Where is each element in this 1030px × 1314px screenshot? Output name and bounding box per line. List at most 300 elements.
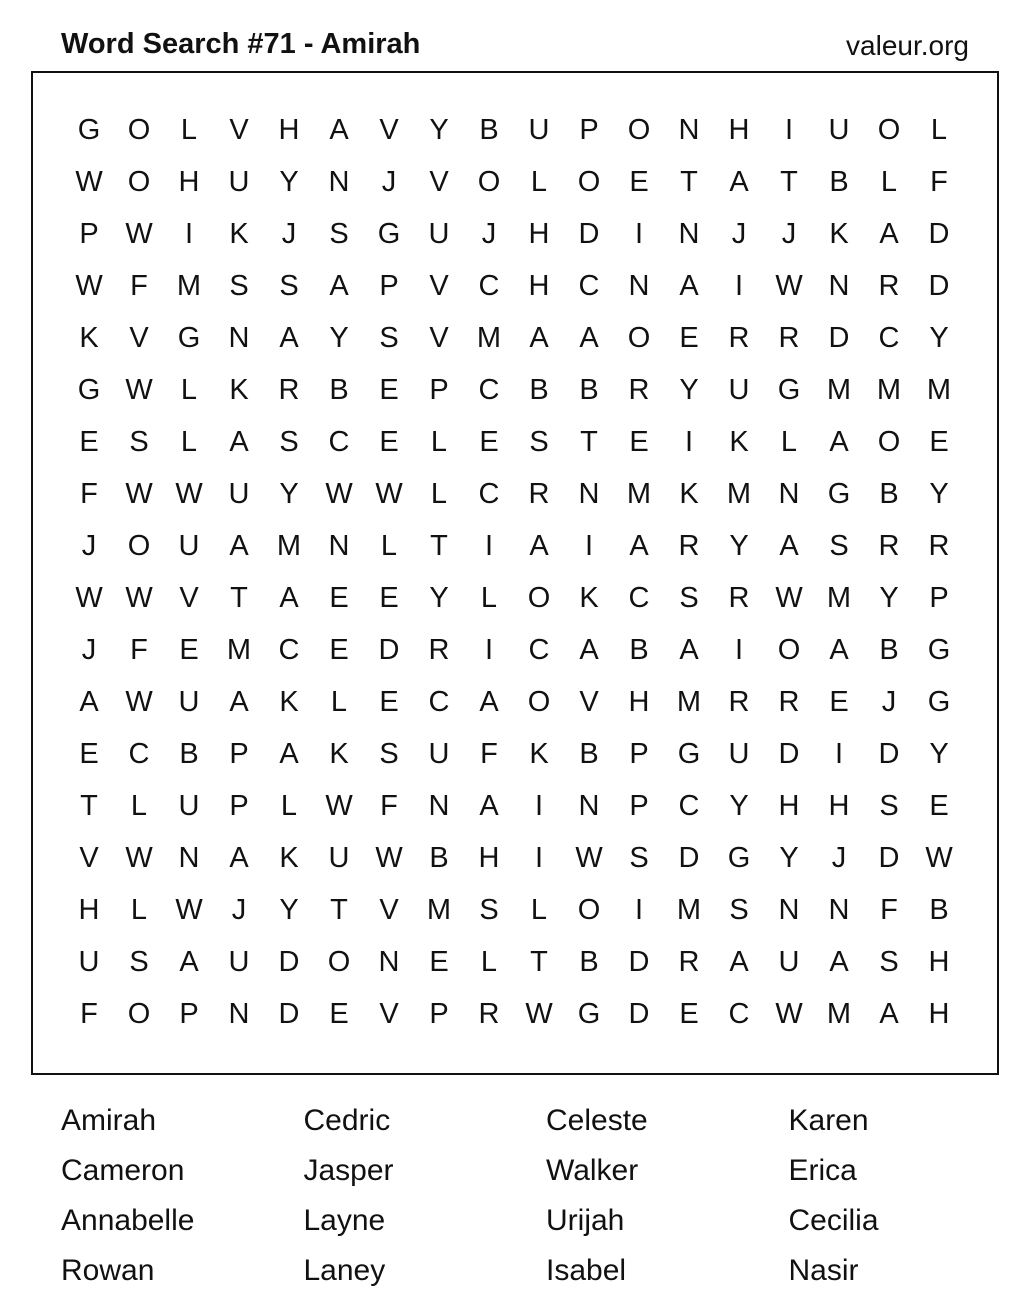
grid-cell: E: [479, 426, 499, 458]
grid-cell: L: [430, 426, 448, 458]
grid-cell: N: [828, 894, 850, 926]
grid-cell: O: [627, 322, 651, 354]
grid-cell: Y: [279, 894, 299, 926]
grid-cell: E: [629, 426, 649, 458]
grid-cell: D: [878, 842, 900, 874]
grid-cell: M: [626, 478, 652, 510]
grid-cell: G: [927, 686, 951, 718]
grid-cell: A: [279, 738, 299, 770]
grid-cell: E: [179, 634, 199, 666]
grid-cell: D: [828, 322, 850, 354]
puzzle-title: Word Search #71 - Amirah: [61, 28, 421, 60]
grid-cell: N: [778, 478, 800, 510]
grid-cell: V: [129, 322, 149, 354]
grid-cell: K: [79, 322, 99, 354]
grid-cell: A: [229, 530, 249, 562]
grid-cell: A: [679, 634, 699, 666]
grid-cell: B: [879, 478, 899, 510]
grid-cell: L: [530, 166, 548, 198]
grid-cell: Y: [279, 478, 299, 510]
grid-cell: T: [430, 530, 448, 562]
grid-cell: O: [477, 166, 501, 198]
grid-cell: A: [79, 686, 99, 718]
grid-cell: A: [679, 270, 699, 302]
grid-cell: C: [628, 582, 650, 614]
grid-cell: O: [127, 114, 151, 146]
word-list-item: Jasper: [303, 1154, 394, 1187]
grid-cell: O: [577, 166, 601, 198]
grid-cell: O: [327, 946, 351, 978]
grid-cell: R: [728, 322, 750, 354]
grid-cell: E: [929, 790, 949, 822]
grid-cell: K: [829, 218, 849, 250]
grid-cell: I: [534, 790, 544, 822]
grid-cell: H: [778, 790, 800, 822]
grid-cell: E: [329, 582, 349, 614]
grid-cell: V: [429, 166, 449, 198]
word-list-item: Celeste: [546, 1104, 648, 1137]
grid-cell: B: [529, 374, 549, 406]
grid-cell: F: [130, 270, 148, 302]
grid-cell: L: [130, 790, 148, 822]
word-list-item: Karen: [788, 1104, 869, 1137]
grid-cell: A: [829, 634, 849, 666]
grid-cell: T: [580, 426, 598, 458]
grid-cell: V: [429, 270, 449, 302]
grid-cell: C: [728, 998, 750, 1030]
grid-cell: F: [130, 634, 148, 666]
grid-cell: W: [125, 686, 153, 718]
grid-cell: I: [484, 634, 494, 666]
grid-cell: E: [329, 634, 349, 666]
grid-cell: W: [175, 478, 203, 510]
grid-cell: B: [479, 114, 499, 146]
grid-cell: A: [479, 686, 499, 718]
grid-cell: S: [379, 738, 399, 770]
grid-cell: H: [628, 686, 650, 718]
grid-cell: B: [579, 946, 599, 978]
grid-cell: R: [528, 478, 550, 510]
grid-cell: D: [578, 218, 600, 250]
word-list: [61, 1102, 1030, 1302]
grid-cell: L: [530, 894, 548, 926]
letter-grid: [64, 108, 964, 1044]
grid-cell: J: [481, 218, 497, 250]
grid-cell: K: [579, 582, 599, 614]
grid-cell: O: [127, 530, 151, 562]
grid-cell: V: [379, 114, 399, 146]
grid-cell: G: [177, 322, 201, 354]
grid-cell: L: [280, 790, 298, 822]
grid-cell: S: [129, 426, 149, 458]
grid-cell: A: [329, 270, 349, 302]
grid-cell: O: [577, 894, 601, 926]
grid-cell: S: [879, 946, 899, 978]
grid-cell: V: [79, 842, 99, 874]
word-list-item: Nasir: [788, 1254, 859, 1287]
grid-cell: G: [77, 114, 101, 146]
grid-cell: B: [829, 166, 849, 198]
grid-cell: M: [826, 998, 852, 1030]
grid-cell: D: [278, 946, 300, 978]
grid-cell: L: [930, 114, 948, 146]
grid-cell: U: [778, 946, 800, 978]
grid-cell: R: [678, 946, 700, 978]
grid-cell: E: [629, 166, 649, 198]
grid-cell: J: [781, 218, 797, 250]
grid-cell: A: [579, 634, 599, 666]
grid-cell: D: [278, 998, 300, 1030]
grid-cell: S: [729, 894, 749, 926]
grid-cell: V: [429, 322, 449, 354]
grid-cell: C: [478, 374, 500, 406]
grid-cell: V: [179, 582, 199, 614]
grid-cell: S: [479, 894, 499, 926]
grid-cell: C: [528, 634, 550, 666]
grid-cell: H: [278, 114, 300, 146]
grid-cell: D: [928, 270, 950, 302]
grid-cell: T: [780, 166, 798, 198]
grid-cell: T: [680, 166, 698, 198]
grid-cell: E: [79, 426, 99, 458]
grid-cell: S: [829, 530, 849, 562]
grid-cell: R: [428, 634, 450, 666]
grid-cell: O: [777, 634, 801, 666]
grid-cell: O: [877, 426, 901, 458]
grid-cell: H: [478, 842, 500, 874]
grid-cell: B: [429, 842, 449, 874]
grid-cell: P: [429, 998, 449, 1030]
grid-cell: U: [178, 530, 200, 562]
grid-cell: R: [778, 322, 800, 354]
grid-cell: E: [329, 998, 349, 1030]
word-list-item: Erica: [788, 1154, 857, 1187]
grid-cell: W: [325, 790, 353, 822]
grid-cell: H: [928, 998, 950, 1030]
grid-cell: S: [329, 218, 349, 250]
grid-cell: N: [778, 894, 800, 926]
grid-cell: A: [229, 686, 249, 718]
grid-cell: P: [629, 790, 649, 822]
word-list-item: Laney: [303, 1254, 386, 1287]
grid-cell: P: [229, 790, 249, 822]
grid-cell: G: [77, 374, 101, 406]
grid-cell: J: [831, 842, 847, 874]
grid-cell: A: [279, 322, 299, 354]
grid-cell: A: [829, 426, 849, 458]
grid-cell: O: [127, 998, 151, 1030]
grid-cell: J: [281, 218, 297, 250]
grid-cell: L: [180, 374, 198, 406]
grid-cell: B: [579, 738, 599, 770]
grid-cell: M: [726, 478, 752, 510]
grid-cell: E: [679, 322, 699, 354]
grid-cell: W: [375, 478, 403, 510]
word-list-item: Layne: [303, 1204, 386, 1237]
grid-cell: A: [879, 998, 899, 1030]
grid-cell: A: [529, 530, 549, 562]
grid-cell: M: [176, 270, 202, 302]
grid-cell: A: [179, 946, 199, 978]
grid-cell: Y: [279, 166, 299, 198]
grid-cell: T: [530, 946, 548, 978]
grid-cell: M: [926, 374, 952, 406]
word-list-item: Cedric: [303, 1104, 391, 1137]
grid-cell: D: [878, 738, 900, 770]
grid-cell: A: [579, 322, 599, 354]
grid-cell: P: [379, 270, 399, 302]
grid-cell: N: [328, 530, 350, 562]
grid-cell: S: [379, 322, 399, 354]
grid-cell: P: [629, 738, 649, 770]
grid-cell: B: [179, 738, 199, 770]
grid-cell: T: [80, 790, 98, 822]
grid-cell: I: [184, 218, 194, 250]
grid-cell: C: [478, 270, 500, 302]
grid-cell: H: [728, 114, 750, 146]
grid-cell: F: [930, 166, 948, 198]
grid-cell: N: [428, 790, 450, 822]
grid-cell: G: [777, 374, 801, 406]
grid-cell: R: [278, 374, 300, 406]
grid-cell: V: [379, 998, 399, 1030]
grid-cell: W: [375, 842, 403, 874]
grid-cell: A: [479, 790, 499, 822]
grid-cell: V: [579, 686, 599, 718]
grid-cell: F: [880, 894, 898, 926]
grid-cell: L: [430, 478, 448, 510]
grid-cell: G: [377, 218, 401, 250]
grid-cell: R: [628, 374, 650, 406]
grid-cell: G: [827, 478, 851, 510]
grid-cell: U: [228, 166, 250, 198]
word-list-item: Annabelle: [61, 1204, 195, 1237]
grid-cell: A: [229, 842, 249, 874]
grid-cell: C: [878, 322, 900, 354]
grid-cell: A: [729, 166, 749, 198]
grid-cell: S: [629, 842, 649, 874]
grid-cell: Y: [729, 790, 749, 822]
grid-cell: D: [928, 218, 950, 250]
grid-cell: W: [775, 270, 803, 302]
grid-cell: W: [575, 842, 603, 874]
grid-cell: L: [130, 894, 148, 926]
grid-cell: B: [579, 374, 599, 406]
grid-cell: A: [779, 530, 799, 562]
grid-cell: C: [278, 634, 300, 666]
grid-cell: W: [75, 166, 103, 198]
word-list-item: Cameron: [61, 1154, 185, 1187]
grid-cell: O: [527, 582, 551, 614]
grid-cell: N: [828, 270, 850, 302]
grid-cell: E: [679, 998, 699, 1030]
grid-cell: A: [529, 322, 549, 354]
grid-cell: W: [775, 998, 803, 1030]
grid-cell: S: [879, 790, 899, 822]
grid-cell: I: [734, 634, 744, 666]
grid-cell: Y: [929, 322, 949, 354]
grid-cell: H: [828, 790, 850, 822]
grid-cell: I: [634, 894, 644, 926]
grid-cell: W: [125, 374, 153, 406]
grid-cell: A: [629, 530, 649, 562]
grid-cell: W: [125, 842, 153, 874]
grid-cell: I: [684, 426, 694, 458]
grid-cell: N: [678, 218, 700, 250]
grid-cell: E: [829, 686, 849, 718]
grid-cell: Y: [429, 582, 449, 614]
grid-cell: W: [125, 582, 153, 614]
grid-cell: E: [379, 374, 399, 406]
grid-cell: W: [325, 478, 353, 510]
grid-cell: U: [228, 946, 250, 978]
grid-cell: V: [379, 894, 399, 926]
grid-cell: K: [229, 374, 249, 406]
grid-cell: C: [328, 426, 350, 458]
grid-cell: W: [525, 998, 553, 1030]
grid-cell: Y: [879, 582, 899, 614]
grid-cell: M: [676, 894, 702, 926]
grid-cell: Y: [929, 478, 949, 510]
grid-cell: K: [729, 426, 749, 458]
grid-cell: R: [928, 530, 950, 562]
grid-cell: N: [578, 478, 600, 510]
grid-cell: I: [734, 270, 744, 302]
grid-cell: P: [79, 218, 99, 250]
grid-cell: M: [226, 634, 252, 666]
grid-cell: Y: [779, 842, 799, 874]
grid-cell: H: [928, 946, 950, 978]
grid-cell: I: [784, 114, 794, 146]
grid-cell: U: [178, 790, 200, 822]
grid-cell: O: [527, 686, 551, 718]
grid-cell: R: [478, 998, 500, 1030]
grid-cell: K: [679, 478, 699, 510]
grid-cell: N: [328, 166, 350, 198]
grid-cell: F: [80, 478, 98, 510]
word-list-item: Urijah: [546, 1204, 625, 1237]
grid-cell: M: [876, 374, 902, 406]
grid-cell: H: [528, 270, 550, 302]
grid-cell: L: [330, 686, 348, 718]
grid-cell: M: [476, 322, 502, 354]
grid-cell: U: [428, 738, 450, 770]
grid-cell: W: [775, 582, 803, 614]
grid-cell: L: [480, 946, 498, 978]
grid-cell: U: [728, 374, 750, 406]
grid-cell: S: [129, 946, 149, 978]
grid-cell: W: [925, 842, 953, 874]
grid-cell: J: [881, 686, 897, 718]
grid-cell: Y: [329, 322, 349, 354]
site-name: valeur.org: [846, 30, 969, 61]
grid-cell: U: [728, 738, 750, 770]
grid-cell: R: [728, 582, 750, 614]
grid-cell: E: [379, 686, 399, 718]
grid-cell: L: [780, 426, 798, 458]
grid-cell: M: [426, 894, 452, 926]
grid-cell: I: [584, 530, 594, 562]
grid-cell: P: [929, 582, 949, 614]
grid-cell: B: [629, 634, 649, 666]
grid-cell: W: [175, 894, 203, 926]
grid-cell: A: [729, 946, 749, 978]
grid-cell: V: [229, 114, 249, 146]
grid-cell: H: [178, 166, 200, 198]
word-list-item: Rowan: [61, 1254, 155, 1287]
grid-cell: S: [529, 426, 549, 458]
grid-cell: A: [329, 114, 349, 146]
grid-cell: O: [127, 166, 151, 198]
grid-cell: D: [378, 634, 400, 666]
grid-cell: I: [534, 842, 544, 874]
grid-cell: B: [929, 894, 949, 926]
word-list-item: Isabel: [546, 1254, 627, 1287]
grid-cell: P: [579, 114, 599, 146]
grid-cell: P: [179, 998, 199, 1030]
grid-cell: N: [178, 842, 200, 874]
grid-cell: S: [279, 270, 299, 302]
grid-cell: W: [75, 582, 103, 614]
grid-cell: J: [81, 530, 97, 562]
grid-cell: R: [778, 686, 800, 718]
grid-cell: W: [75, 270, 103, 302]
grid-cell: Y: [929, 738, 949, 770]
grid-cell: L: [380, 530, 398, 562]
word-list-item: Amirah: [61, 1104, 157, 1137]
grid-cell: M: [826, 374, 852, 406]
grid-cell: F: [480, 738, 498, 770]
grid-cell: K: [279, 842, 299, 874]
grid-cell: T: [330, 894, 348, 926]
grid-cell: G: [577, 998, 601, 1030]
grid-cell: U: [828, 114, 850, 146]
grid-cell: J: [381, 166, 397, 198]
grid-cell: O: [877, 114, 901, 146]
grid-cell: N: [628, 270, 650, 302]
grid-cell: R: [878, 530, 900, 562]
grid-cell: Y: [729, 530, 749, 562]
grid-cell: G: [677, 738, 701, 770]
grid-cell: A: [229, 426, 249, 458]
grid-cell: N: [378, 946, 400, 978]
grid-cell: C: [478, 478, 500, 510]
grid-cell: L: [180, 114, 198, 146]
grid-cell: R: [728, 686, 750, 718]
grid-cell: H: [528, 218, 550, 250]
grid-cell: R: [678, 530, 700, 562]
grid-cell: C: [428, 686, 450, 718]
grid-cell: C: [578, 270, 600, 302]
grid-cell: K: [329, 738, 349, 770]
grid-cell: Y: [429, 114, 449, 146]
grid-cell: T: [230, 582, 248, 614]
grid-cell: U: [428, 218, 450, 250]
grid-cell: E: [379, 582, 399, 614]
grid-cell: S: [679, 582, 699, 614]
grid-cell: L: [880, 166, 898, 198]
grid-cell: A: [879, 218, 899, 250]
grid-cell: U: [228, 478, 250, 510]
grid-cell: R: [878, 270, 900, 302]
grid-cell: M: [276, 530, 302, 562]
grid-cell: M: [676, 686, 702, 718]
grid-cell: S: [229, 270, 249, 302]
grid-cell: M: [826, 582, 852, 614]
grid-cell: P: [429, 374, 449, 406]
grid-cell: D: [628, 946, 650, 978]
grid-cell: K: [529, 738, 549, 770]
